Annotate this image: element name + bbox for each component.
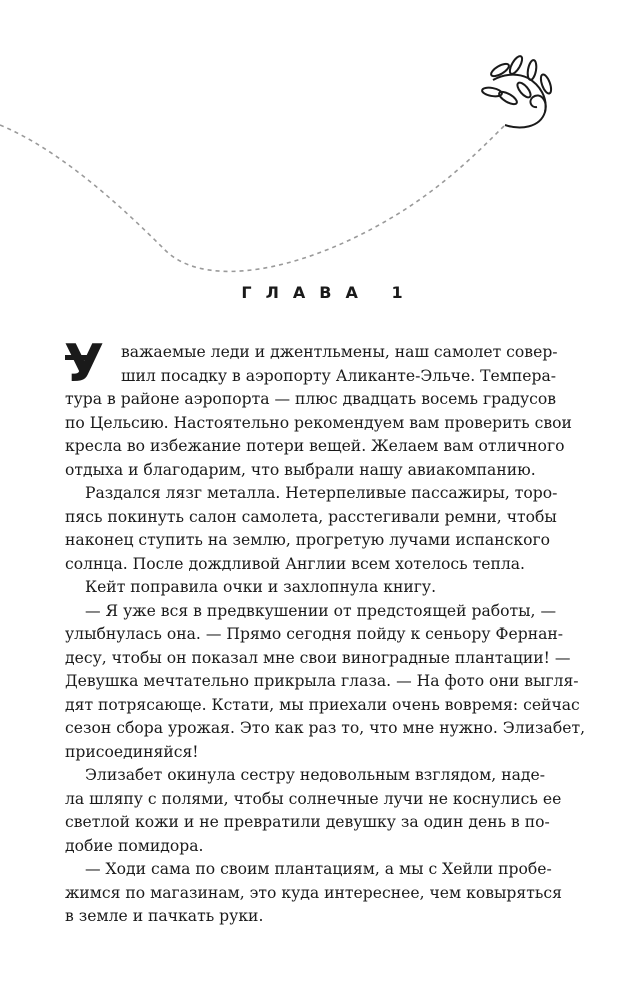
- text-line: Девушка мечтательно прикрыла глаза. — На фото они выгля-: [65, 672, 579, 690]
- text-line: солнца. После дождливой Англии всем хотелось тепла.: [65, 554, 525, 573]
- text-line: светлой кожи и не превратили девушку за один день в по-: [65, 813, 550, 831]
- text-line: отдыха и благодарим, что выбрали нашу авиакомпанию.: [65, 460, 536, 479]
- text-line: пясь покинуть салон самолета, расстегивали ремни, чтобы: [65, 507, 557, 526]
- leaf-sprig-icon: [481, 54, 553, 127]
- text-line: в земле и пачкать руки.: [65, 907, 264, 925]
- text-line: жимся по магазинам, это куда интереснее, чем ковыряться: [65, 883, 562, 902]
- text-line: Раздался лязг металла. Нетерпеливые пассажиры, торо-: [85, 484, 558, 502]
- text-line: улыбнулась она. — Прямо сегодня пойду к сеньору Фернан-: [65, 625, 564, 643]
- text-line: — Я уже вся в предвкушении от предстоящей работы, —: [85, 601, 557, 620]
- ornament-dashed-swirl: [0, 0, 644, 290]
- text-line: дят потрясающе. Кстати, мы приехали очень вовремя: сейчас: [65, 695, 580, 714]
- text-line: тура в районе аэропорта — плюс двадцать восемь градусов: [65, 390, 557, 408]
- drop-cap: У: [64, 334, 105, 394]
- text-line: Кейт поправила очки и захлопнула книгу.: [85, 578, 437, 596]
- text-line: добие помидора.: [65, 836, 204, 855]
- text-line: — Ходи сама по своим плантациям, а мы с Хейли пробе-: [85, 860, 552, 878]
- text-line: присоединяйся!: [65, 742, 199, 761]
- text-line: Элизабет окинула сестру недовольным взглядом, наде-: [85, 766, 546, 784]
- text-line: шил посадку в аэропорту Аликанте-Эльче. Темпера-: [121, 366, 557, 385]
- text-line: кресла во избежание потери вещей. Желаем вам отличного: [65, 437, 565, 455]
- text-line: сезон сбора урожая. Это как раз то, что мне нужно. Элизабет,: [65, 719, 586, 737]
- text-line: по Цельсию. Настоятельно рекомендуем вам проверить свои: [65, 413, 572, 432]
- body-text: [64, 334, 586, 929]
- text-line: важаемые леди и джентльмены, наш самолет совер-: [121, 343, 558, 361]
- dashed-curve: [0, 125, 505, 271]
- chapter-heading: ГЛАВА 1: [241, 283, 417, 302]
- text-line: ла шляпу с полями, чтобы солнечные лучи не коснулись ее: [65, 789, 562, 808]
- text-line: наконец ступить на землю, прогретую лучами испанского: [65, 531, 551, 549]
- text-line: десу, чтобы он показал мне свои виноградные плантации! —: [65, 648, 571, 667]
